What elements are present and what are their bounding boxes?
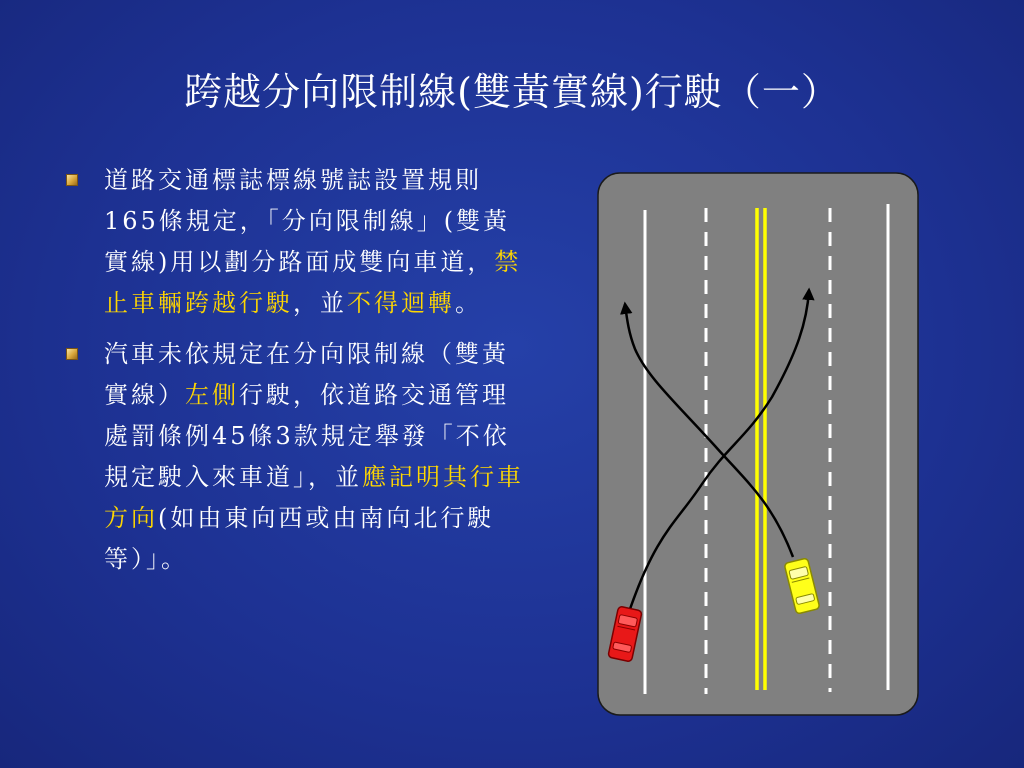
bullet-2-text-2: 行駛，依道路交通管理處罰條例45條3款規定舉發「不依規定駛入來車道」，並 bbox=[104, 381, 510, 491]
bullet-2-text-1: 汽車未依規定在分向限制線（雙黃實線） bbox=[104, 340, 509, 409]
bullet-1-highlight-no-crossing: 禁止車輛跨越行駛 bbox=[104, 248, 522, 317]
road-diagram bbox=[597, 172, 919, 716]
slide-title: 跨越分向限制線(雙黃實線)行駛（一） bbox=[184, 70, 840, 114]
bullet-1-text-2: ，並 bbox=[293, 289, 347, 317]
bullet-item-2 bbox=[62, 334, 532, 580]
bullet-1-text-3: 。 bbox=[455, 289, 482, 317]
bullet-1-text-1: 道路交通標誌標線號誌設置規則165條規定，「分向限制線」(雙黃實線)用以劃分路面成雙向車道， bbox=[104, 166, 511, 276]
bullet-square-icon bbox=[66, 174, 78, 186]
bullet-2-text-3: (如由東向西或由南向北行駛等）」。 bbox=[104, 504, 495, 573]
bullet-2-highlight-left-side: 左側 bbox=[185, 381, 239, 409]
bullet-1-highlight-no-u-turn: 不得迴轉 bbox=[347, 289, 455, 317]
bullet-item-1 bbox=[62, 160, 532, 324]
bullet-square-icon bbox=[66, 348, 78, 360]
bullet-list bbox=[62, 160, 532, 590]
bullet-2-highlight-direction: 應記明其行車方向 bbox=[104, 463, 524, 532]
